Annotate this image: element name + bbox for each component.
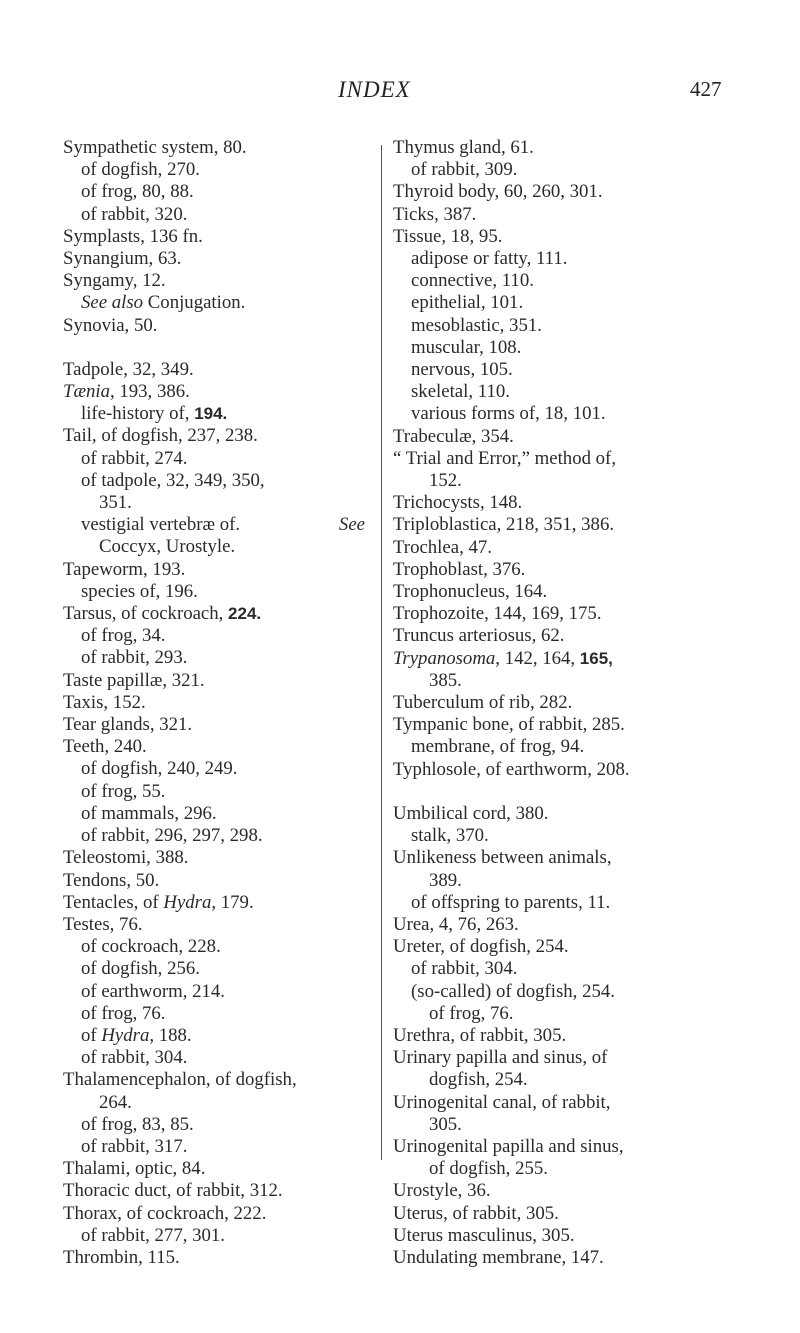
index-entry — [63, 847, 373, 869]
entry-text: Trophozoite, 144, 169, 175. — [393, 603, 602, 625]
entry-text: Taste papillæ, 321. — [63, 669, 205, 691]
entry-text: Thoracic duct, of rabbit, 312. — [63, 1180, 283, 1202]
entry-text: of frog, 55. — [81, 780, 166, 802]
entry-text: Uterus, of rabbit, 305. — [393, 1202, 559, 1224]
index-subentry — [63, 403, 373, 425]
index-subentry — [63, 1114, 373, 1136]
index-subentry — [63, 181, 373, 203]
entry-text: of — [81, 1024, 102, 1046]
entry-text: stalk, 370. — [411, 825, 489, 847]
entry-text: of rabbit, 296, 297, 298. — [81, 825, 263, 847]
entry-text: various forms of, 18, 101. — [411, 403, 606, 425]
index-subentry — [393, 1069, 738, 1091]
index-subentry — [393, 403, 738, 425]
entry-text: mesoblastic, 351. — [411, 314, 542, 336]
entry-text: Thalamencephalon, of dogfish, — [63, 1069, 297, 1091]
index-subentry — [393, 248, 738, 270]
entry-text: Unlikeness between animals, — [393, 847, 612, 869]
entry-text: Trabeculæ, 354. — [393, 425, 514, 447]
entry-text: Thyroid body, 60, 260, 301. — [393, 181, 603, 203]
entry-text: of tadpole, 32, 349, 350, — [81, 469, 265, 491]
entry-text: of dogfish, 256. — [81, 958, 200, 980]
entry-text: Hydra — [163, 891, 212, 913]
entry-text: Tympanic bone, of rabbit, 285. — [393, 714, 625, 736]
index-entry — [393, 692, 738, 714]
entry-text: (so-called) of dogfish, 254. — [411, 980, 615, 1002]
entry-text: Tuberculum of rib, 282. — [393, 692, 573, 714]
index-entry — [393, 914, 738, 936]
index-subentry — [63, 536, 373, 558]
entry-text: nervous, 105. — [411, 359, 513, 381]
entry-text: Uterus masculinus, 305. — [393, 1224, 575, 1246]
index-entry — [63, 670, 373, 692]
entry-text: Typhlosole, of earthworm, 208. — [393, 758, 630, 780]
entry-text: 152. — [429, 470, 462, 492]
entry-text: of rabbit, 293. — [81, 647, 188, 669]
entry-text: Ticks, 387. — [393, 203, 477, 225]
entry-text: Conjugation. — [143, 292, 246, 314]
entry-text: epithelial, 101. — [411, 292, 524, 314]
index-entry — [63, 425, 373, 447]
index-entry — [63, 381, 373, 403]
entry-text: Symplasts, 136 fn. — [63, 225, 203, 247]
entry-text: Ureter, of dogfish, 254. — [393, 936, 569, 958]
index-subentry — [393, 470, 738, 492]
entry-text: Tentacles, of — [63, 891, 164, 913]
index-entry — [63, 603, 373, 625]
index-entry — [393, 1025, 738, 1047]
entry-text: 351. — [99, 492, 132, 514]
index-subentry — [393, 315, 738, 337]
entry-text: Tadpole, 32, 349. — [63, 358, 194, 380]
entry-text: Synangium, 63. — [63, 248, 182, 270]
index-entry — [393, 204, 738, 226]
index-subentry — [63, 958, 373, 980]
index-subentry — [393, 159, 738, 181]
index-entry — [63, 1203, 373, 1225]
index-entry — [393, 759, 738, 781]
entry-text: Synovia, 50. — [63, 314, 158, 336]
index-subentry — [63, 470, 373, 492]
entry-text: 264. — [99, 1091, 132, 1113]
index-subentry — [63, 1047, 373, 1069]
index-subentry — [63, 1136, 373, 1158]
entry-text: Undulating membrane, 147. — [393, 1246, 604, 1268]
entry-text: 224. — [228, 604, 262, 624]
entry-text: “ Trial and Error,” method of, — [393, 447, 617, 469]
entry-text: Teleostomi, 388. — [63, 847, 189, 869]
entry-text: Trypanosoma — [393, 647, 496, 669]
index-entry — [63, 870, 373, 892]
entry-text: , 142, 164, — [495, 647, 580, 669]
entry-text: Trochlea, 47. — [393, 536, 492, 558]
entry-text: of rabbit, 274. — [81, 447, 188, 469]
entry-text: , 193, 386. — [109, 381, 190, 403]
index-entry — [393, 1180, 738, 1202]
index-subentry — [393, 359, 738, 381]
index-subentry — [63, 581, 373, 603]
entry-text: adipose or fatty, 111. — [411, 248, 568, 270]
index-entry — [393, 603, 738, 625]
entry-text: of cockroach, 228. — [81, 936, 221, 958]
index-subentry — [63, 1092, 373, 1114]
entry-text: Urea, 4, 76, 263. — [393, 913, 519, 935]
entry-text: of dogfish, 270. — [81, 159, 200, 181]
index-entry — [393, 1247, 738, 1269]
entry-text: Taxis, 152. — [63, 691, 146, 713]
index-subentry — [393, 1158, 738, 1180]
index-subentry — [63, 803, 373, 825]
entry-text: of rabbit, 277, 301. — [81, 1224, 225, 1246]
entry-text: Urinogenital papilla and sinus, — [393, 1135, 624, 1157]
entry-text: of offspring to parents, 11. — [411, 891, 611, 913]
index-entry — [393, 492, 738, 514]
entry-text: of frog, 80, 88. — [81, 181, 194, 203]
index-subentry — [63, 1025, 373, 1047]
page-header — [0, 77, 800, 109]
entry-text: of rabbit, 304. — [411, 958, 518, 980]
see-reference: See — [338, 514, 365, 536]
entry-text: life-history of, — [81, 403, 195, 425]
entry-text: of rabbit, 309. — [411, 159, 518, 181]
entry-text: Thymus gland, 61. — [393, 137, 534, 158]
entry-text: , 188. — [149, 1024, 192, 1046]
entry-text: Urinary papilla and sinus, of — [393, 1047, 608, 1069]
index-entry — [63, 1158, 373, 1180]
entry-text: of frog, 76. — [81, 1002, 166, 1024]
index-entry — [393, 625, 738, 647]
entry-text: Trophoblast, 376. — [393, 558, 526, 580]
entry-text: Thrombin, 115. — [63, 1246, 180, 1268]
index-entry — [63, 248, 373, 270]
entry-text: vestigial vertebræ of. — [81, 514, 241, 536]
entry-text: Tissue, 18, 95. — [393, 225, 503, 247]
entry-text: of rabbit, 320. — [81, 203, 188, 225]
entry-text: Syngamy, 12. — [63, 270, 166, 292]
entry-text: Tendons, 50. — [63, 869, 160, 891]
index-column-left — [63, 137, 373, 1269]
index-entry — [393, 714, 738, 736]
index-subentry — [63, 448, 373, 470]
entry-text: skeletal, 110. — [411, 381, 510, 403]
section-gap — [63, 337, 373, 359]
entry-text: Trichocysts, 148. — [393, 492, 523, 514]
index-subentry — [63, 625, 373, 647]
entry-text: 165, — [579, 648, 613, 668]
entry-text: , 179. — [211, 891, 254, 913]
index-entry — [63, 1180, 373, 1202]
index-entry — [393, 448, 738, 470]
index-subentry — [393, 1003, 738, 1025]
index-entry — [393, 1203, 738, 1225]
entry-text: Tear glands, 321. — [63, 714, 193, 736]
index-entry — [63, 137, 373, 159]
index-entry — [393, 803, 738, 825]
index-entry — [63, 559, 373, 581]
entry-text: Urostyle, 36. — [393, 1180, 491, 1202]
entry-text: Tapeworm, 193. — [63, 558, 186, 580]
entry-text: dogfish, 254. — [429, 1069, 528, 1091]
entry-text: Tænia — [63, 381, 110, 403]
entry-text: Teeth, 240. — [63, 736, 147, 758]
entry-text: of dogfish, 255. — [429, 1158, 548, 1180]
entry-text: 385. — [429, 669, 462, 691]
index-entry — [393, 1136, 738, 1158]
entry-text: muscular, 108. — [411, 336, 522, 358]
index-subentry — [393, 825, 738, 847]
index-entry — [63, 1069, 373, 1091]
entry-text: Trophonucleus, 164. — [393, 581, 548, 603]
entry-text: 194. — [194, 404, 228, 424]
index-subentry — [63, 981, 373, 1003]
index-entry — [393, 936, 738, 958]
index-entry — [393, 537, 738, 559]
entry-text: of frog, 83, 85. — [81, 1113, 194, 1135]
index-subentry — [393, 892, 738, 914]
index-subentry — [63, 204, 373, 226]
index-column-right — [393, 137, 738, 1269]
entry-text: of dogfish, 240, 249. — [81, 758, 238, 780]
entry-text: Thalami, optic, 84. — [63, 1158, 206, 1180]
index-subentry — [63, 159, 373, 181]
entry-text: Truncus arteriosus, 62. — [393, 625, 565, 647]
index-subentry — [393, 337, 738, 359]
index-subentry — [63, 647, 373, 669]
index-subentry — [63, 758, 373, 780]
index-entry — [393, 181, 738, 203]
index-entry — [63, 1247, 373, 1269]
index-entry — [393, 648, 738, 670]
entry-text: Hydra — [101, 1024, 150, 1046]
entry-text: membrane, of frog, 94. — [411, 736, 585, 758]
index-entry — [393, 1225, 738, 1247]
index-subentry — [63, 292, 373, 314]
index-subentry — [63, 514, 373, 536]
index-entry — [393, 514, 738, 536]
entry-text: Urethra, of rabbit, 305. — [393, 1024, 567, 1046]
index-entry — [63, 270, 373, 292]
running-head-title: INDEX — [338, 77, 411, 102]
index-entry — [63, 892, 373, 914]
entry-text: of frog, 34. — [81, 625, 166, 647]
entry-text: Umbilical cord, 380. — [393, 802, 549, 824]
index-subentry — [63, 825, 373, 847]
index-subentry — [63, 492, 373, 514]
page-number: 427 — [690, 77, 722, 101]
entry-text: Thorax, of cockroach, 222. — [63, 1202, 267, 1224]
entry-text: Testes, 76. — [63, 913, 143, 935]
entry-text: Urinogenital canal, of rabbit, — [393, 1091, 611, 1113]
entry-text: Tail, of dogfish, 237, 238. — [63, 425, 258, 447]
index-entry — [393, 559, 738, 581]
index-subentry — [393, 381, 738, 403]
entry-text: of earthworm, 214. — [81, 980, 225, 1002]
entry-text: of rabbit, 304. — [81, 1047, 188, 1069]
index-subentry — [63, 936, 373, 958]
entry-text: See also — [81, 292, 144, 314]
index-entry — [63, 692, 373, 714]
column-divider — [381, 145, 382, 1160]
entry-text: Coccyx, Urostyle. — [99, 536, 236, 558]
entry-text: of mammals, 296. — [81, 802, 217, 824]
entry-text: Triploblastica, 218, 351, 386. — [393, 514, 615, 536]
index-entry — [393, 226, 738, 248]
entry-text: 305. — [429, 1113, 462, 1135]
index-subentry — [63, 1003, 373, 1025]
index-entry — [393, 426, 738, 448]
entry-text: 389. — [429, 869, 462, 891]
index-entry — [393, 1047, 738, 1069]
index-subentry — [393, 292, 738, 314]
entry-text: of frog, 76. — [429, 1002, 514, 1024]
index-subentry — [393, 958, 738, 980]
index-subentry — [393, 1114, 738, 1136]
index-subentry — [63, 1225, 373, 1247]
index-subentry — [393, 981, 738, 1003]
entry-text: of rabbit, 317. — [81, 1135, 188, 1157]
index-entry — [63, 359, 373, 381]
index-subentry — [393, 670, 738, 692]
section-gap — [393, 781, 738, 803]
index-entry — [393, 137, 738, 159]
index-subentry — [393, 270, 738, 292]
index-entry — [393, 581, 738, 603]
index-entry — [393, 847, 738, 869]
index-subentry — [393, 870, 738, 892]
index-entry — [63, 315, 373, 337]
index-entry — [63, 914, 373, 936]
index-entry — [393, 1092, 738, 1114]
entry-text: Sympathetic system, 80. — [63, 137, 247, 158]
index-entry — [63, 226, 373, 248]
entry-text: Tarsus, of cockroach, — [63, 603, 229, 625]
index-subentry — [393, 736, 738, 758]
index-entry — [63, 736, 373, 758]
entry-text: connective, 110. — [411, 270, 534, 292]
entry-text: species of, 196. — [81, 580, 198, 602]
index-subentry — [63, 781, 373, 803]
index-entry — [63, 714, 373, 736]
